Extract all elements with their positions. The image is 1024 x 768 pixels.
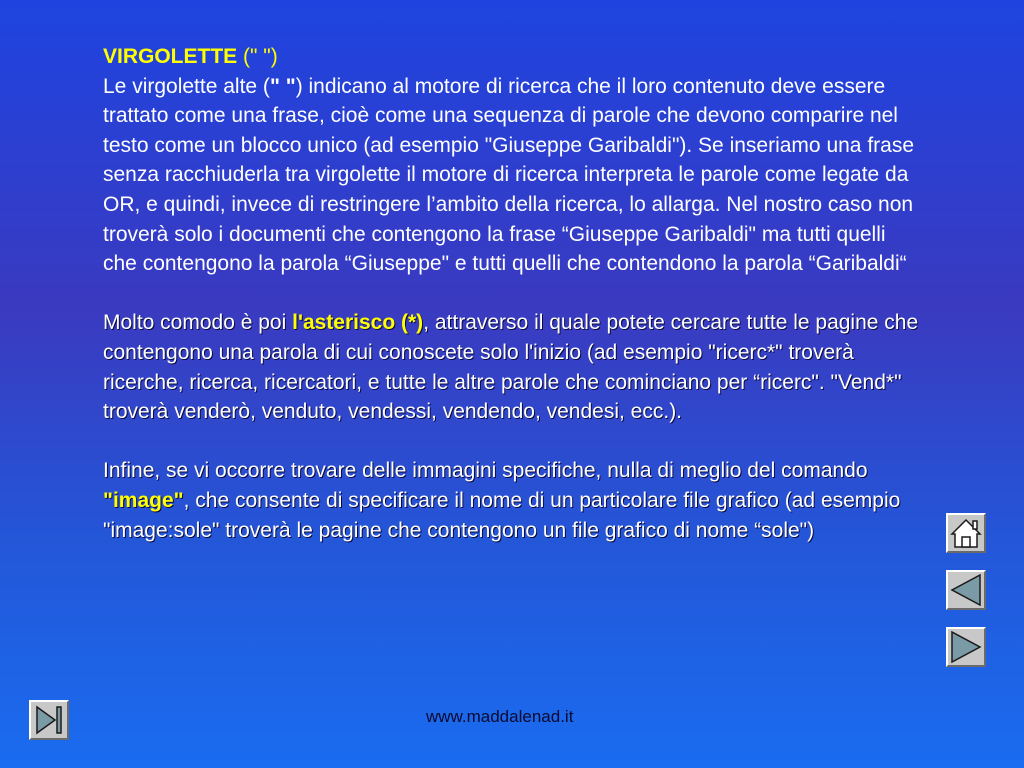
slide-body [103, 42, 923, 545]
section-virgolette [103, 42, 923, 279]
end-button[interactable] [29, 700, 69, 740]
paragraph-text: , attraverso il quale potete cercare tutte le pagine che contengono una parola di cui conoscete solo l'inizio (ad esempio "ricerc*" troverà ricerche, ricerca, ricercatori, e tutte le altre parole che cominciano per “ricerc". "Vend*" troverà venderò, venduto, vendessi, vendendo, vendesi, ecc.). [103, 311, 919, 424]
highlight-asterisco: l'asterisco [292, 311, 396, 335]
paragraph-text: Infine, se vi occorre trovare delle immagini specifiche, nulla di meglio del comando [103, 459, 868, 483]
paragraph-text: Le virgolette alte ( [103, 74, 270, 98]
previous-triangle-icon [948, 572, 984, 608]
asterisk-symbol: (*) [401, 311, 424, 335]
quotes-symbol: " " [269, 74, 296, 98]
section-asterisco [103, 308, 923, 426]
footer-url: www.maddalenad.it [426, 707, 574, 726]
home-icon [948, 515, 984, 551]
next-button[interactable] [946, 627, 986, 667]
next-triangle-icon [948, 629, 984, 665]
section-heading: VIRGOLETTE [103, 45, 238, 68]
paragraph-text: Molto comodo è poi [103, 311, 293, 335]
highlight-image: "image" [103, 488, 184, 512]
section-heading-suffix: (" ") [237, 45, 278, 68]
end-icon [31, 702, 67, 738]
section-image [103, 456, 923, 545]
paragraph-text: ) indicano al motore di ricerca che il loro contenuto deve essere trattato come una frase, cioè come una sequenza di parole che devono comparire nel testo come un blocco unico (ad esempio "Giuseppe Garibaldi"). Se inseriamo una frase senza racchiuderla tra virgolette il motore di ricerca interpreta le parole come legate da OR, e quindi, invece di restringere l’ambito della ricerca, lo allarga. Nel nostro caso non troverà solo i documenti che contengono la frase “Giuseppe Garibaldi" ma tutti quelli che contengono la parola “Giuseppe" e tutti quelli che contendono la parola “Garibaldi“ [103, 74, 915, 276]
paragraph-text: , che consente di specificare il nome di un particolare file grafico (ad esempio "image:sole" troverà le pagine che contengono un file grafico di nome “sole") [103, 488, 901, 542]
home-button[interactable] [946, 513, 986, 553]
previous-button[interactable] [946, 570, 986, 610]
